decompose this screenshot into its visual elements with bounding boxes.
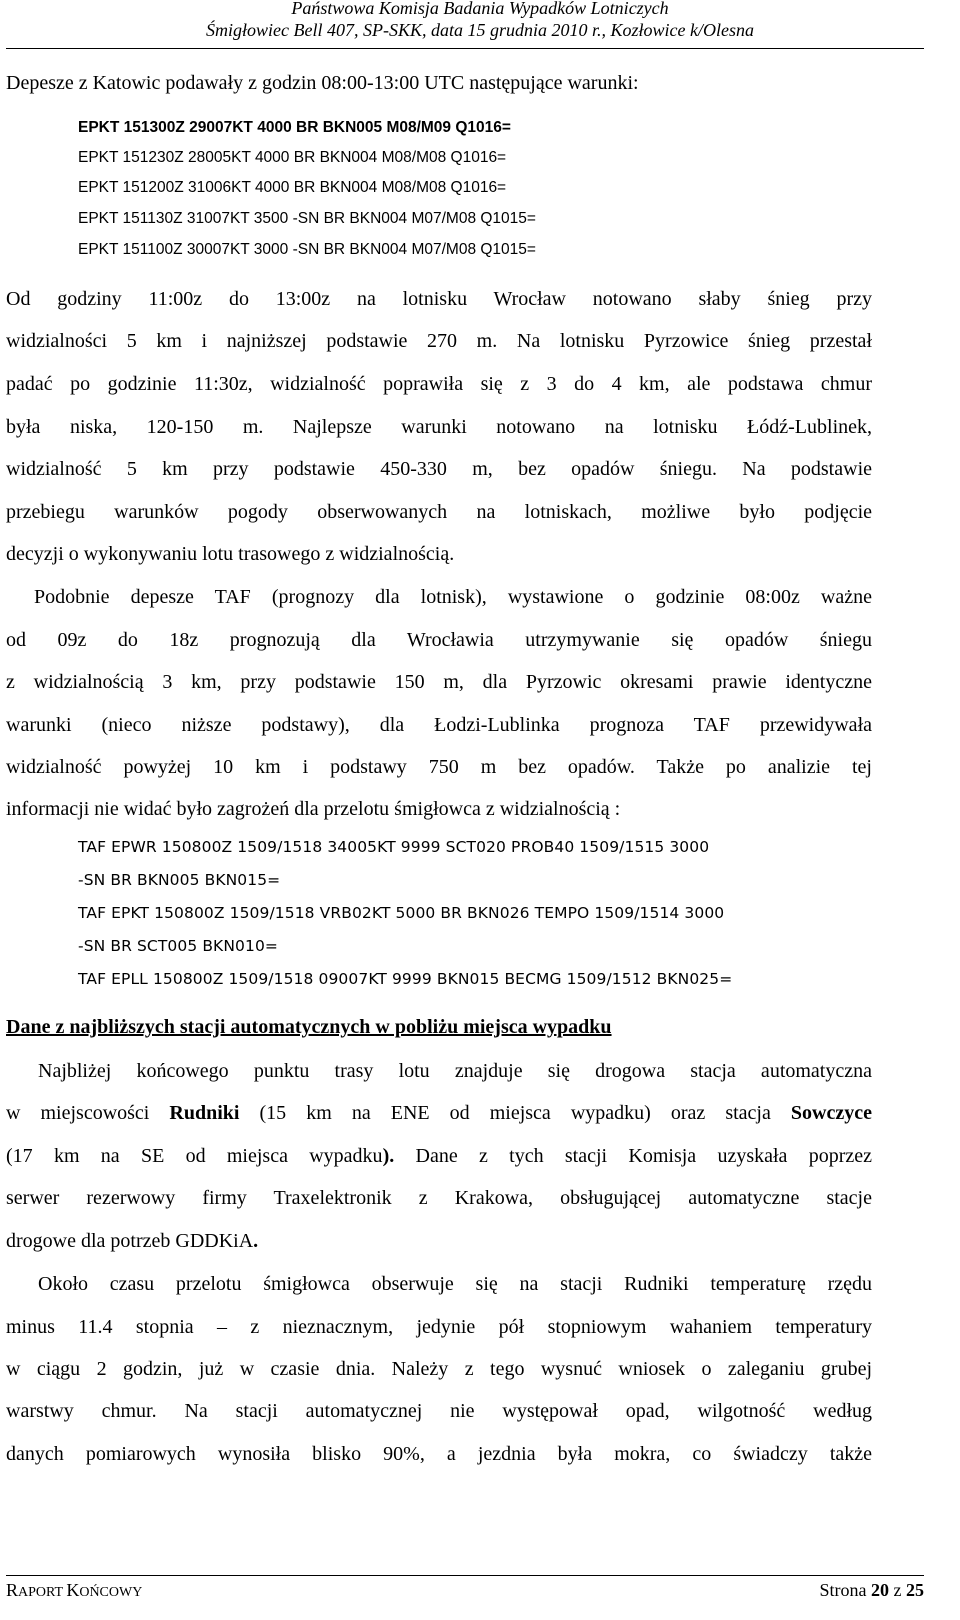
footer-report-label bbox=[6, 1580, 142, 1601]
station-name-sowczyce: Sowczyce bbox=[790, 1102, 872, 1124]
header-commission-title: Państwowa Komisja Badania Wypadków Lotniczych bbox=[291, 0, 669, 18]
taf-line: TAF EPLL 150800Z 1509/1518 09007KT 9999 BKN015 BECMG 1509/1512 BKN025= bbox=[78, 970, 733, 988]
text-run: w miejscowości bbox=[6, 1102, 170, 1124]
text-run: K bbox=[66, 1580, 80, 1600]
total-pages: 25 bbox=[906, 1580, 924, 1600]
taf-line: -SN BR BKN005 BKN015= bbox=[78, 871, 281, 889]
paragraph-line: Od godziny 11:00z do 13:00z na lotnisku Wrocław notowano słaby śnieg przy bbox=[6, 288, 872, 310]
station-name-rudniki: Rudniki bbox=[169, 1102, 240, 1124]
paragraph-line: minus 11.4 stopnia – z nieznacznym, jedynie pół stopniowym wahaniem temperatury bbox=[6, 1316, 872, 1338]
text-run: drogowe dla potrzeb GDDKiA bbox=[6, 1230, 254, 1252]
footer-page-number bbox=[820, 1580, 925, 1601]
text-run: APORT bbox=[18, 1585, 67, 1600]
paragraph-line: w ciągu 2 godzin, już w czasie dnia. Należy z tego wysnuć wniosek o zaleganiu grubej bbox=[6, 1358, 872, 1380]
current-page: 20 bbox=[871, 1580, 889, 1600]
text-run: z bbox=[889, 1580, 906, 1600]
text-run: (17 km na SE od miejsca wypadku bbox=[6, 1145, 383, 1167]
paragraph-line: Podobnie depesze TAF (prognozy dla lotnisk), wystawione o godzinie 08:00z ważne bbox=[34, 586, 872, 608]
taf-line: TAF EPWR 150800Z 1509/1518 34005KT 9999 SCT020 PROB40 1509/1515 3000 bbox=[78, 838, 710, 856]
metar-line: EPKT 151130Z 31007KT 3500 -SN BR BKN004 M07/M08 Q1015= bbox=[78, 210, 536, 227]
paragraph-line: warstwy chmur. Na stacji automatycznej nie występował opad, wilgotność według bbox=[6, 1400, 872, 1422]
paragraph-line: serwer rezerwowy firmy Traxelektronik z Krakowa, obsługującej automatyczne stacje bbox=[6, 1187, 872, 1209]
paragraph-line bbox=[6, 1102, 872, 1125]
text-run: OŃCOWY bbox=[79, 1585, 143, 1600]
paragraph-line: widzialności 5 km i najniższej podstawie 270 m. Na lotnisku Pyrzowice śnieg przestał bbox=[6, 330, 872, 352]
paragraph-line bbox=[6, 1230, 872, 1253]
paragraph-line: widzialność powyżej 10 km i podstawy 750 m bez opadów. Także po analizie tej bbox=[6, 756, 872, 778]
text-run: R bbox=[6, 1580, 19, 1600]
header-divider bbox=[6, 48, 924, 49]
paragraph-line: informacji nie widać było zagrożeń dla przelotu śmigłowca z widzialnością : bbox=[6, 798, 621, 820]
metar-line: EPKT 151200Z 31006KT 4000 BR BKN004 M08/M08 Q1016= bbox=[78, 179, 507, 196]
metar-line: EPKT 151230Z 28005KT 4000 BR BKN004 M08/M08 Q1016= bbox=[78, 149, 507, 166]
metar-line: EPKT 151300Z 29007KT 4000 BR BKN005 M08/M09 Q1016= bbox=[78, 119, 511, 136]
paragraph-line: danych pomiarowych wynosiła blisko 90%, a jezdnia była mokra, co świadczy także bbox=[6, 1443, 872, 1465]
paragraph-line: widzialność 5 km przy podstawie 450-330 m, bez opadów śniegu. Na podstawie bbox=[6, 458, 872, 480]
text-run: Strona bbox=[819, 1580, 871, 1600]
section-heading: Dane z najbliższych stacji automatycznych w pobliżu miejsca wypadku bbox=[6, 1016, 612, 1038]
paragraph-line: przebiegu warunków pogody obserwowanych na lotniskach, możliwe było podjęcie bbox=[6, 501, 872, 523]
text-run: Dane z tych stacji Komisja uzyskała poprzez bbox=[394, 1145, 872, 1167]
header-incident-title: Śmigłowiec Bell 407, SP-SKK, data 15 grudnia 2010 r., Kozłowice k/Olesna bbox=[206, 20, 754, 40]
paragraph-line: warunki (nieco niższe podstawy), dla Łodzi-Lublinka prognoza TAF przewidywała bbox=[6, 714, 872, 736]
taf-line: TAF EPKT 150800Z 1509/1518 VRB02KT 5000 BR BKN026 TEMPO 1509/1514 3000 bbox=[78, 904, 725, 922]
paragraph-line: padać po godzinie 11:30z, widzialność poprawiła się z 3 do 4 km, ale podstawa chmur bbox=[6, 373, 872, 395]
paragraph-line: z widzialnością 3 km, przy podstawie 150 m, dla Pyrzowic okresami prawie identyczne bbox=[6, 671, 872, 693]
text-run-bold: . bbox=[253, 1230, 259, 1252]
intro-text: Depesze z Katowic podawały z godzin 08:00-13:00 UTC następujące warunki: bbox=[6, 72, 639, 94]
paragraph-line: decyzji o wykonywaniu lotu trasowego z widzialnością. bbox=[6, 543, 455, 565]
paragraph-line: była niska, 120-150 m. Najlepsze warunki notowano na lotnisku Łódź-Lublinek, bbox=[6, 416, 872, 438]
paragraph-line: Około czasu przelotu śmigłowca obserwuje się na stacji Rudniki temperaturę rzędu bbox=[38, 1273, 872, 1295]
metar-line: EPKT 151100Z 30007KT 3000 -SN BR BKN004 M07/M08 Q1015= bbox=[78, 241, 536, 258]
paragraph-line: Najbliżej końcowego punktu trasy lotu znajduje się drogowa stacja automatyczna bbox=[38, 1060, 872, 1082]
paragraph-line: od 09z do 18z prognozują dla Wrocławia utrzymywanie się opadów śniegu bbox=[6, 629, 872, 651]
footer-divider bbox=[6, 1575, 924, 1576]
text-run: (15 km na ENE od miejsca wypadku) oraz stacja bbox=[239, 1102, 791, 1124]
taf-line: -SN BR SCT005 BKN010= bbox=[78, 937, 278, 955]
paragraph-line bbox=[6, 1145, 872, 1168]
text-run-bold: ). bbox=[382, 1145, 395, 1167]
